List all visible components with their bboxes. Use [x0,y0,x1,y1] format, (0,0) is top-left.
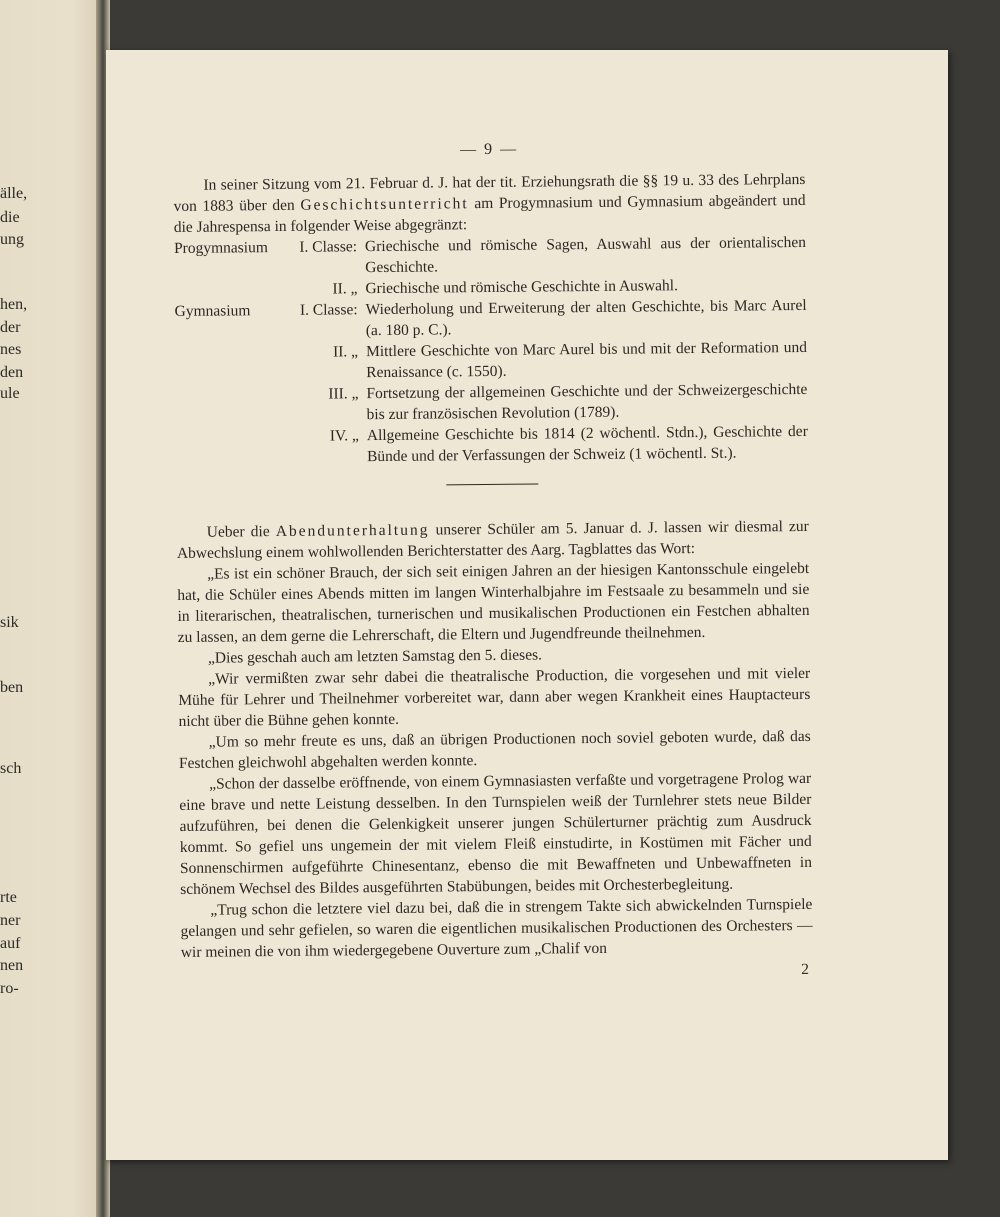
margin-fragment: hen, [0,296,28,313]
school-cell [174,279,269,301]
class-cell: III. „ [328,385,359,403]
report-paragraph: „Es ist ein schöner Brauch, der sich seit einigen Jahren an der hiesigen Kantonsschule eingelebt hat, die Schüler eines Abends mitten im langen Winterhalbjahre im Festsaale zu besammeln und sie in literarischen, theatralischen, turnerischen und musikalischen Productionen ein Festchen abhalten zu lassen, an dem gerne die Lehrerschaft, die Eltern und Jugendfreunde theilnehmen. [177,559,810,646]
section-divider [446,484,538,486]
sheet-signature: 2 [801,960,810,979]
description-cell: Allgemeine Geschichte bis 1814 (2 wöchentl. Stdn.), Geschichte der Bünde und der Verfassungen der Schweiz (1 wöchentl. St.). [366,422,808,466]
report-paragraph: „Schon der dasselbe eröffnende, von einem Gymnasiasten verfaßte und vorgetragene Prolog war eine brave und nette Leistung desselben. In den Turnspielen weiß der Turnlehrer stets neue Bilder aufzuführen, bei denen die Gelenkigkeit unserer jungen Schülerturner prächtig zum Ausdruck kommt. So gefiel uns ungemein der mit vielem Fleiß einstudirte, in Kostümen mit Fächer und Sonnenschirmen aufgeführte Chinesentanz, ebenso die mit Bewaffneten und Unbewaffneten in schönem Wechsel des Bildes ausgeführten Stabübungen, beides mit Orchesterbegleitung. [179,769,813,898]
page-number: — 9 — [460,140,519,159]
report-paragraph: „Wir vermißten zwar sehr dabei die theatralische Production, die vorgesehen und mit vieler Mühe für Lehrer und Theilnehmer vorbereitet war, dann aber wegen Krankheit eines Hauptacteurs nicht über die Bühne gehen konnte. [178,664,811,730]
document-page [106,50,948,1160]
description-cell: Griechische und römische Geschichte in Auswahl. [365,277,678,298]
margin-fragment: nes [0,341,22,358]
margin-fragment: auf [0,935,21,952]
margin-fragment: ule [0,385,20,402]
class-cell: II. „ [332,343,359,361]
margin-fragment: der [0,319,21,336]
section2-text-before: Ueber die [206,523,270,541]
intro-text-before: In seiner Sitzung vom 21. Februar d. J. hat der tit. Erziehungsrath die §§ 19 u. 33 des Lehrplans von 1883 über den [173,170,806,215]
class-cell: II. „ [332,280,358,298]
margin-fragment: sik [0,614,19,631]
report-paragraph: „Trug schon die letztere viel dazu bei, daß die in strengem Takte sich abwickelnden Turnspiele gelangen und sehr gefielen, so waren die eigentlichen musikalischen Productionen des Orchesters — wir meinen die von ihm wiedergegebene Ouverture zum „Chalif von [180,895,813,961]
margin-fragment: ben [0,679,24,696]
description-cell: Griechische und römische Sagen, Auswahl aus der orientalischen Geschichte. [364,233,807,277]
school-cell: Progymnasium [173,239,268,257]
margin-fragment: den [0,364,24,381]
school-cell [176,426,271,469]
margin-fragment: rte [0,889,17,906]
intro-paragraph [173,169,806,238]
margin-fragment: die [0,209,20,226]
curriculum-row [174,232,806,280]
school-cell [175,384,270,427]
report-paragraph: „Dies geschah auch am letzten Samstag den 5. dieses. [207,646,543,667]
margin-fragment: ro- [0,980,19,997]
intro-text-after: am Progymnasium und Gymnasium abgeändert und die Jahrespensa in folgender Weise abgegränzt: [173,191,806,236]
description-cell: Fortsetzung der allgemeinen Geschichte und der Schweizergeschichte bis zur französischen Revolution (1789). [366,380,808,424]
school-cell: Gymnasium [174,302,251,320]
description-cell: Wiederholung und Erweiterung der alten Geschichte, bis Marc Aurel (a. 180 p. C.). [365,296,807,340]
margin-fragment: ner [0,912,21,929]
report-paragraphs [177,558,813,963]
curriculum-row [175,295,807,343]
intro-spaced-term: Geschichtsunterricht [300,195,469,214]
previous-page-edge [0,0,102,1217]
section2-spaced-term: Abendunterhaltung [275,521,430,541]
margin-fragment: nen [0,957,24,974]
margin-fragment: sch [0,760,22,777]
section2-paragraph [177,516,809,564]
description-cell: Mittlere Geschichte von Marc Aurel bis und mit der Reformation und Renaissance (c. 1550). [365,338,808,382]
report-paragraph: „Um so mehr freute es uns, daß an übrigen Productionen noch soviel geboten wurde, daß das Festchen gleichwohl abgehalten werden konnte. [178,727,811,772]
section2-text-after: unserer Schüler am 5. Januar d. J. lassen wir diesmal zur Abwechslung einem wohlwollenden Berichterstatter des Aarg. Tagblattes das Wort: [176,517,809,562]
page-content [173,136,813,986]
curriculum-table [174,232,808,469]
curriculum-row [175,379,807,427]
curriculum-row [176,421,808,469]
class-cell: I. Classe: [299,238,358,256]
class-cell: I. Classe: [299,301,358,319]
margin-fragment: ung [0,231,24,248]
curriculum-row [175,337,807,385]
margin-fragment: älle, [0,185,28,202]
school-cell [175,342,270,385]
class-cell: IV. „ [329,427,359,445]
